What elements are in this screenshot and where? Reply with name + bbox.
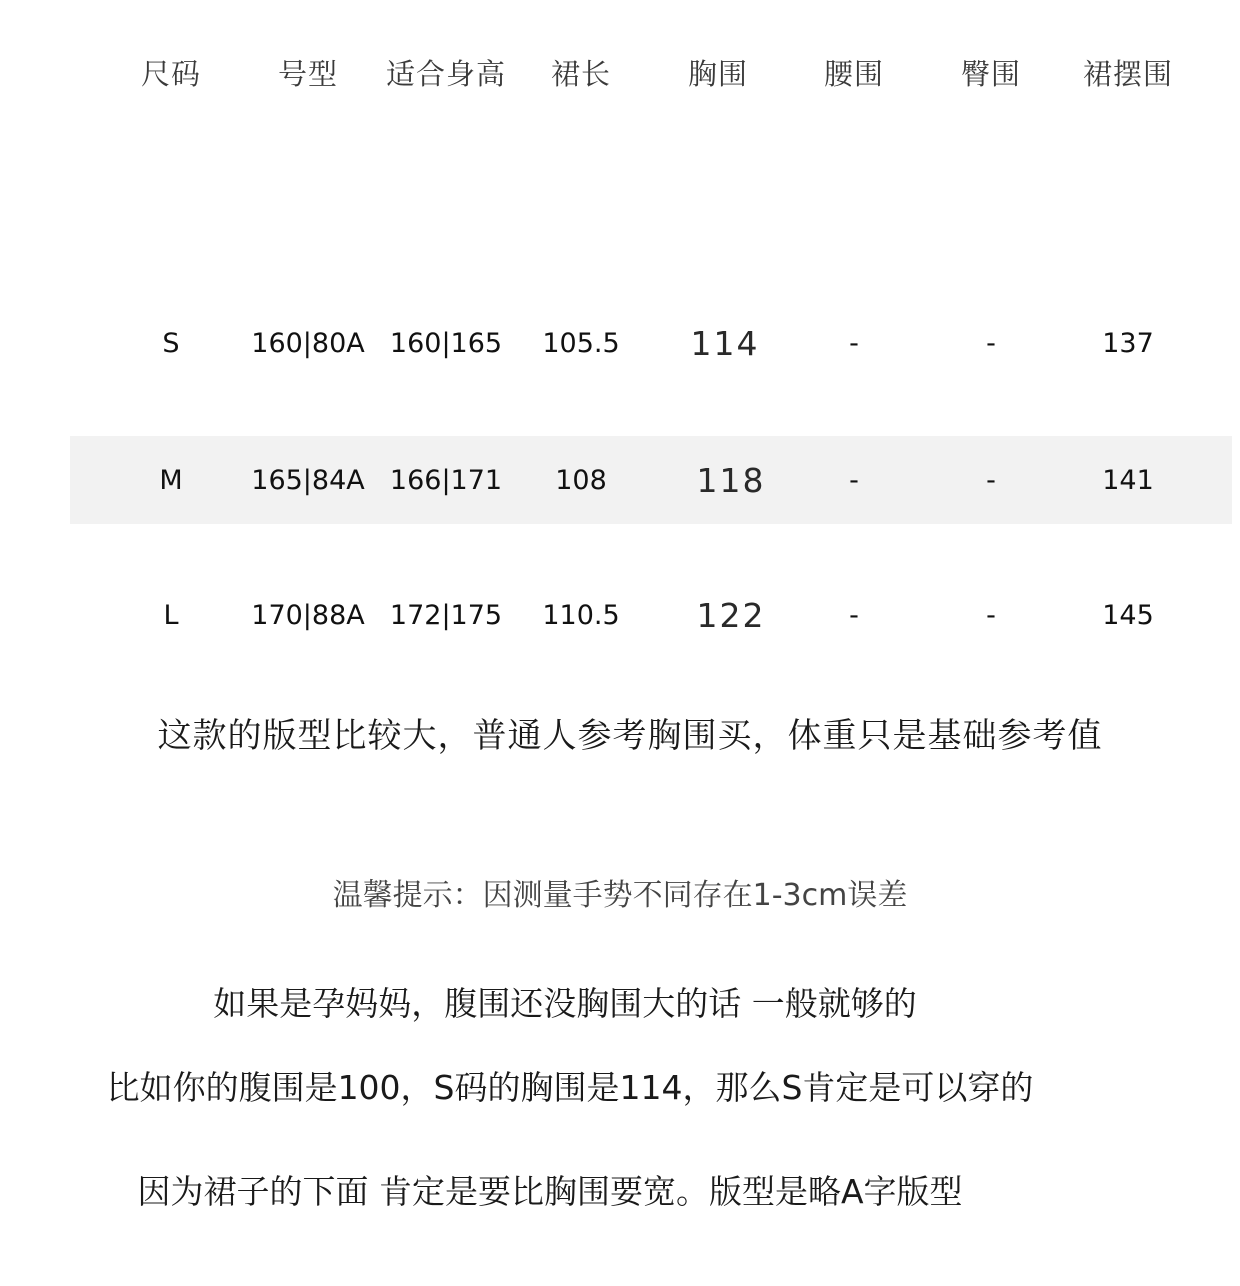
cell-hip: - (986, 464, 996, 496)
cell-hip: - (986, 327, 996, 359)
table-row (0, 299, 1240, 387)
cell-hem: 137 (1102, 327, 1154, 359)
cell-length: 105.5 (542, 327, 620, 359)
header-length: 裙长 (550, 56, 612, 91)
table-header-row (0, 40, 1240, 104)
cell-hip: - (986, 599, 996, 631)
cell-chest: 114 (690, 323, 760, 363)
measurement-tip: 温馨提示：因测量手势不同存在1-3cm误差 (332, 878, 908, 913)
example-note: 比如你的腹围是100，S码的胸围是114，那么S肯定是可以穿的 (106, 1068, 1034, 1107)
cell-length: 110.5 (542, 599, 620, 631)
table-row (70, 436, 1232, 524)
cell-length: 108 (555, 464, 607, 496)
cell-model: 165|84A (251, 464, 365, 496)
cell-height: 160|165 (389, 327, 503, 359)
fit-note: 这款的版型比较大，普通人参考胸围买，体重只是基础参考值 (157, 716, 1103, 756)
cell-model: 160|80A (251, 327, 365, 359)
header-hem: 裙摆围 (1082, 56, 1174, 91)
cell-waist: - (849, 464, 859, 496)
cell-chest: 122 (696, 595, 766, 635)
table-row (0, 571, 1240, 659)
cell-hem: 145 (1102, 599, 1154, 631)
cell-waist: - (849, 599, 859, 631)
cell-height: 172|175 (389, 599, 503, 631)
header-hip: 臀围 (960, 56, 1022, 91)
cell-waist: - (849, 327, 859, 359)
header-model: 号型 (277, 56, 339, 91)
header-size: 尺码 (140, 56, 202, 91)
cell-model: 170|88A (251, 599, 365, 631)
cell-chest: 118 (696, 460, 766, 500)
cell-height: 166|171 (389, 464, 503, 496)
header-chest: 胸围 (687, 56, 749, 91)
header-waist: 腰围 (823, 56, 885, 91)
cell-size: S (162, 327, 180, 359)
header-height: 适合身高 (385, 56, 507, 91)
cell-hem: 141 (1102, 464, 1154, 496)
cell-size: L (163, 599, 179, 631)
pregnant-note: 如果是孕妈妈，腹围还没胸围大的话 一般就够的 (213, 984, 917, 1023)
cell-size: M (159, 464, 183, 496)
reason-note: 因为裙子的下面 肯定是要比胸围要宽。版型是略A字版型 (137, 1172, 963, 1211)
